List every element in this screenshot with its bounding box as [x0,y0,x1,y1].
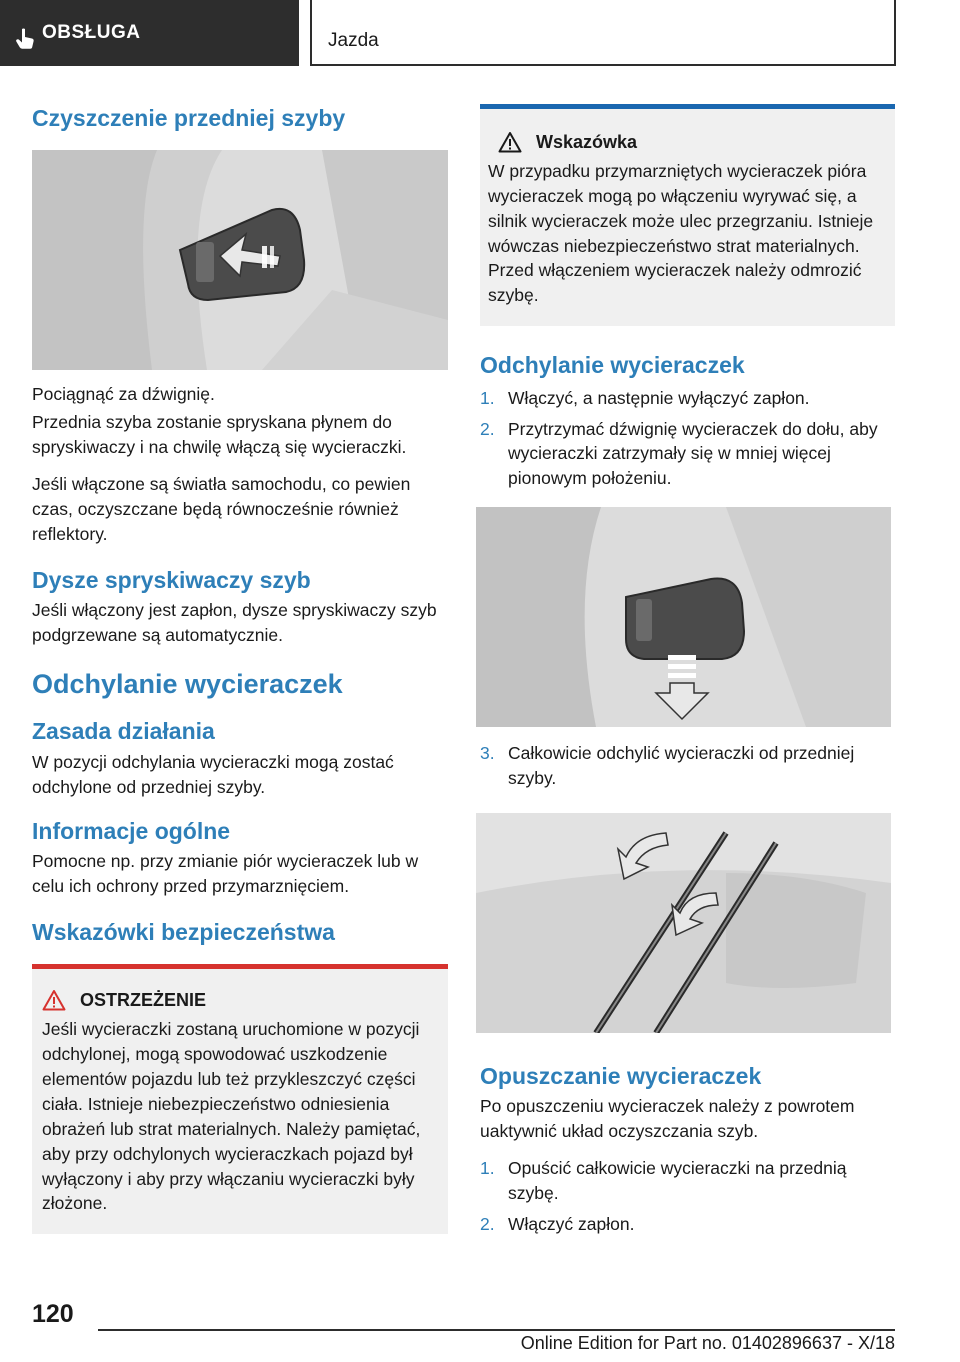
heading-washer-nozzles: Dysze spryskiwaczy szyb [32,566,311,593]
wiper-lever-push-down-image [476,507,891,727]
list-item [480,386,895,411]
step-number: 2. [480,1213,495,1234]
heading-windshield-cleaning: Czyszczenie przedniej szyby [32,105,346,131]
chapter-title: Jazda [310,0,896,66]
step-number: 2. [480,418,495,439]
list-item [480,1212,895,1237]
heading-safety-notes: Wskazówki bezpieczeństwa [32,918,335,945]
hint-header [488,131,885,153]
text-windshield-sprayed: Przednia szyba zostanie spryskana płynem do spryskiwaczy i na chwilę włączą się wycieraczki. [32,412,407,458]
footer-divider [98,1329,895,1331]
warning-box [32,964,448,1234]
text-operating-principle: W pozycji odchylania wycieraczki mogą zostać odchylone od przedniej szyby. [32,751,394,797]
hint-title: Wskazówka [536,131,638,152]
heading-wiper-lowering: Opuszczanie wycieraczek [480,1062,762,1089]
hint-box [480,104,895,326]
text-general-info: Pomocne np. przy zmianie piór wycieraczek lub w celu ich ochrony przed przymarznięciem. [32,851,419,897]
step-text: Całkowicie odchylić wycieraczki od przedniej szyby. [508,743,855,788]
text-headlights-cleaned: Jeśli włączone są światła samochodu, co pewien czas, oczyszczane będą równocześnie również reflektory. [32,474,411,544]
text-wiper-lowering: Po opuszczeniu wycieraczek należy z powrotem uaktywnić układ oczyszczania szyb. [480,1096,855,1142]
left-column [32,100,448,1234]
step-number: 3. [480,743,495,764]
heading-operating-principle: Zasada działania [32,718,215,745]
warning-triangle-icon [42,989,66,1011]
list-item [480,1156,895,1206]
heading-wiper-folding-steps: Odchylanie wycieraczek [480,352,745,379]
step-text: Opuścić całkowicie wycieraczki na przednią szybę. [508,1158,847,1203]
wipers-folded-image [476,813,891,1033]
text-pull-lever: Pociągnąć za dźwignię. [32,383,215,404]
folding-steps-list [480,386,895,491]
step-text: Włączyć, a następnie wyłączyć zapłon. [508,387,810,408]
hand-pointer-icon [14,27,36,49]
text-washer-nozzles: Jeśli włączony jest zapłon, dysze spryskiwaczy szyb podgrzewane są automatycznie. [32,600,437,646]
list-item [480,417,895,492]
right-column [480,104,895,1237]
step-text: Przytrzymać dźwignię wycieraczek do dołu, aby wycieraczki zatrzymały się w mniej więcej pionowym położeniu. [508,418,878,489]
heading-general-info: Informacje ogólne [32,817,231,844]
footer-edition: Online Edition for Part no. 01402896637 - X/18 [520,1333,895,1353]
warning-triangle-icon [498,131,522,153]
heading-wiper-folding: Odchylanie wycieraczek [32,668,343,699]
page-number: 120 [32,1300,74,1328]
section-tab [0,0,299,66]
folding-step-3 [480,741,895,791]
warning-header [42,989,436,1011]
lowering-steps-list [480,1156,895,1237]
step-number: 1. [480,1158,495,1178]
warning-text: Jeśli wycieraczki zostaną uruchomione w pozycji odchylonej, mogą spowodować uszkodzenie elementów pojazdu lub też przykleszczyć części ciała. Istnieje niebezpieczeństwo odniesienia obrażeń lub strat materialnych. Należy pamiętać, aby przy odchylonych wycieraczkach pojazd był wyłączony i aby przy włączaniu wycieraczki były złożone. [42,1019,421,1214]
wiper-lever-pull-image [32,150,448,370]
section-tab-label: OBSŁUGA [42,22,141,43]
step-number: 1. [480,387,495,408]
warning-title: OSTRZEŻENIE [80,989,207,1010]
step-text: Włączyć zapłon. [508,1213,635,1234]
hint-text: W przypadku przymarzniętych wycieraczek pióra wycieraczek mogą po włączeniu wyrywać się, a silnik wycieraczek może ulec przegrzaniu. Istnieje wówczas niebezpieczeństwo strat materialnych. Przed włączeniem wycieraczek należy odmrozić szybę. [488,161,874,306]
list-item [480,741,895,791]
